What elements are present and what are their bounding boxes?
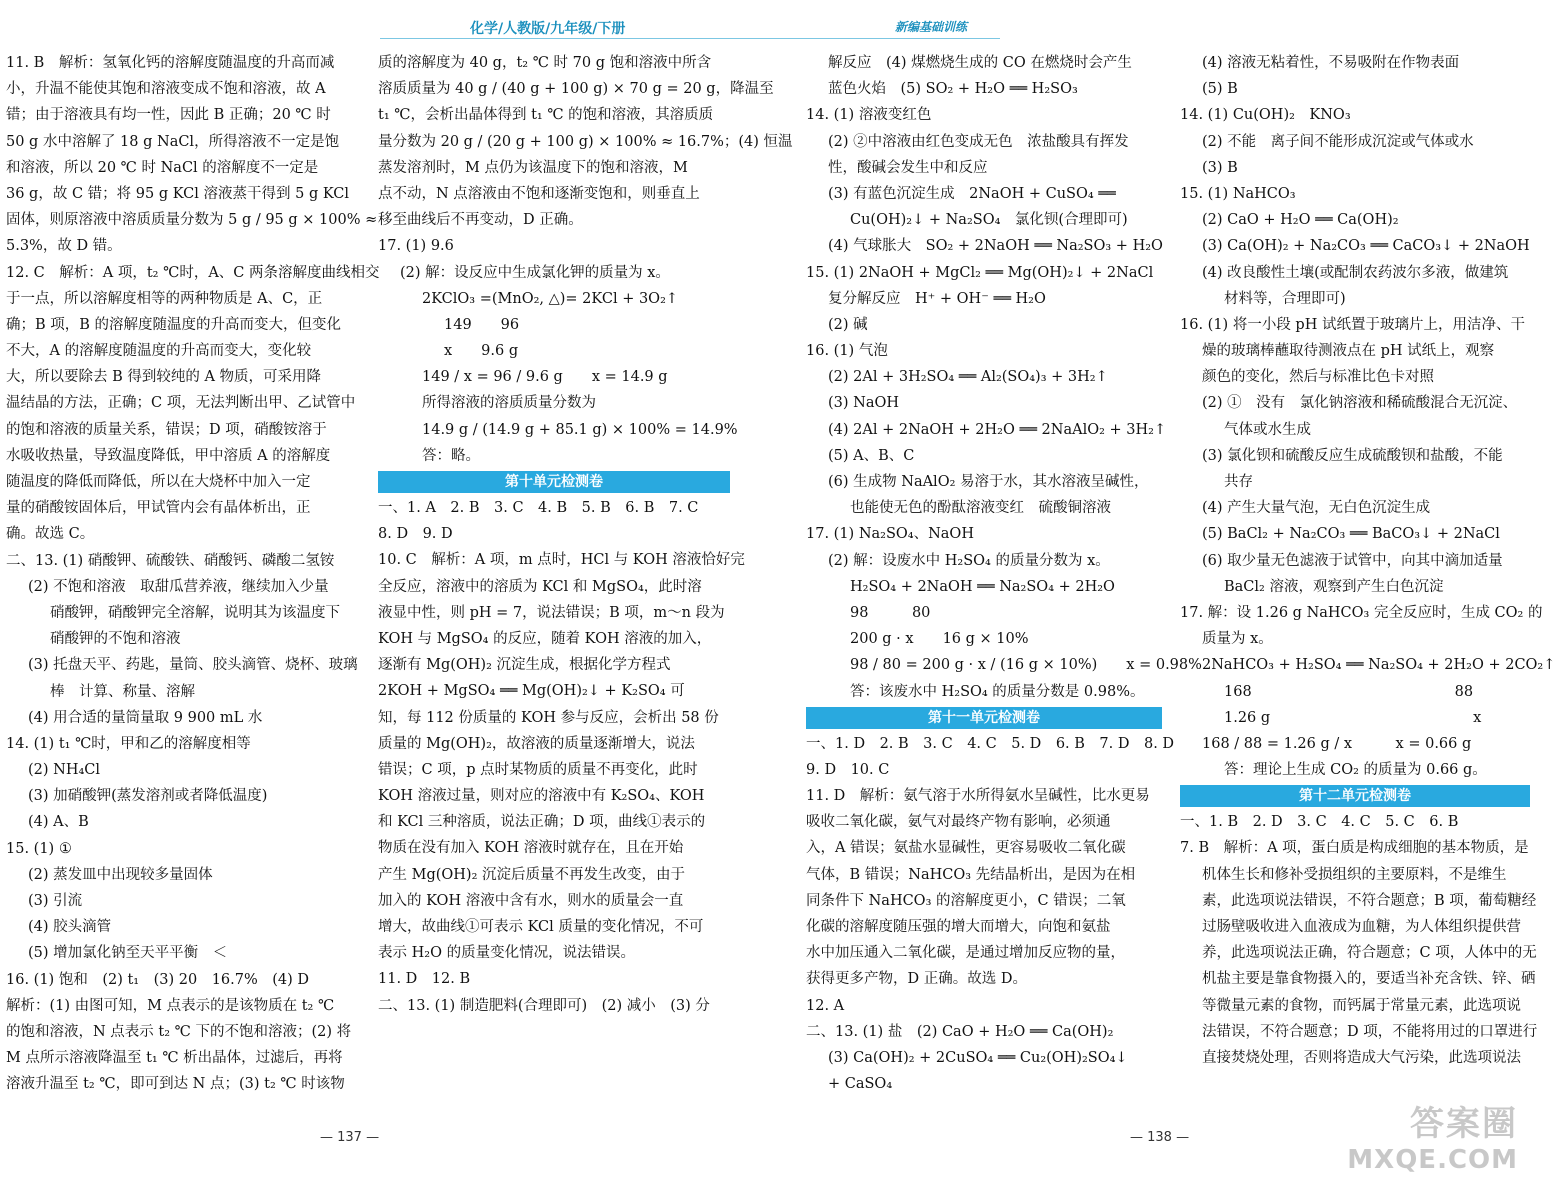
text-line: 2KClO₃ =(MnO₂, △)= 2KCl + 3O₂↑ [422,290,679,307]
text-line: (2) ②中溶液由红色变成无色 浓盐酸具有挥发 [828,133,1129,150]
text-line: 性，酸碱会发生中和反应 [828,159,988,176]
text-line: 溶液升温至 t₂ ℃，即可到达 N 点；(3) t₂ ℃ 时该物 [6,1076,345,1093]
text-line: 11. D 解析：氨气溶于水所得氨水呈碱性，比水更易 [806,788,1150,805]
text-line: (2) ① 没有 氯化钠溶液和稀硫酸混合无沉淀、 [1202,395,1518,412]
text-line: 溶质质量为 40 g / (40 g + 100 g) × 70 g = 20 g，降温至 [378,81,774,98]
text-line: 等微量元素的食物，而钙属于常量元素，此选项说 [1202,997,1521,1014]
section-banner: 第十一单元检测卷 [806,707,1162,729]
text-line: (3) 引流 [28,893,83,909]
text-line: 燥的玻璃棒蘸取待测液点在 pH 试纸上，观察 [1202,343,1495,360]
text-line: 气体，B 错误；NaHCO₃ 先结晶析出，是因为在相 [806,866,1136,883]
text-line: 产生 Mg(OH)₂ 沉淀后质量不再发生改变，由于 [378,866,686,883]
text-line: 质量为 x。 [1202,631,1273,648]
text-line: 答：理论上生成 CO₂ 的质量为 0.66 g。 [1224,762,1487,779]
text-line: 材料等，合理即可) [1224,290,1346,307]
text-line: 15. (1) ① [6,840,72,857]
text-line: 14. (1) t₁ ℃时，甲和乙的溶解度相等 [6,735,251,752]
section-banner: 第十二单元检测卷 [1180,785,1530,807]
text-line: Cu(OH)₂↓ + Na₂SO₄ 氯化钡(合理即可) [850,212,1128,229]
text-line: 素，此选项说法错误，不符合题意；B 项，葡萄糖经 [1202,892,1537,909]
text-line: (5) BaCl₂ + Na₂CO₃ ══ BaCO₃↓ + 2NaCl [1202,526,1500,543]
text-line: 149 96 [444,316,520,333]
text-line: 11. B 解析：氢氧化钙的溶解度随温度的升高而减 [6,55,335,71]
text-line: 化碳的溶解度随压强的增大而增大，向饱和氨盐 [806,919,1111,935]
text-line: (3) Ca(OH)₂ + Na₂CO₃ ══ CaCO₃↓ + 2NaOH [1202,238,1530,255]
text-line: 知，每 112 份质量的 KOH 参与反应，会析出 58 份 [378,709,719,726]
text-line: (2) 解：设废水中 H₂SO₄ 的质量分数为 x。 [828,552,1110,569]
text-line: KOH 与 MgSO₄ 的反应，随着 KOH 溶液的加入， [378,630,712,647]
text-line: 的饱和溶液，N 点表示 t₂ ℃ 下的不饱和溶液；(2) 将 [6,1023,352,1040]
text-line: + CaSO₄ [828,1076,893,1093]
text-line: (4) 胶头滴管 [28,919,112,936]
text-line: 法错误，不符合题意；D 项，不能将用过的口罩进行 [1202,1023,1538,1040]
text-line: 15. (1) 2NaOH + MgCl₂ ══ Mg(OH)₂↓ + 2NaCl [806,264,1154,281]
text-line: 共存 [1224,474,1253,490]
text-line: (4) 2Al + 2NaOH + 2H₂O ══ 2NaAlO₂ + 3H₂↑ [828,421,1167,438]
text-line: (3) 加硝酸钾(蒸发溶剂或者降低温度) [28,788,268,805]
text-line: BaCl₂ 溶液，观察到产生白色沉淀 [1224,578,1444,595]
text-line: 养，此选项说法正确，符合题意；C 项，人体中的无 [1202,945,1537,962]
text-line: 错；由于溶液具有均一性，因此 B 正确；20 ℃ 时 [6,107,331,124]
text-line: (4) 溶液无粘着性，不易吸附在作物表面 [1202,55,1460,71]
text-line: 11. D 12. B [378,971,471,988]
text-line: 7. B 解析：A 项，蛋白质是构成细胞的基本物质，是 [1180,840,1529,857]
header-rule [380,38,1000,39]
text-line: 解析：(1) 由图可知，M 点表示的是该物质在 t₂ ℃ [6,997,335,1014]
text-line: 17. (1) Na₂SO₄、NaOH [806,526,974,543]
text-line: 5.3%，故 D 错。 [6,238,122,255]
section-banner: 第十单元检测卷 [378,471,730,493]
text-line: 气体或水生成 [1224,421,1311,438]
text-line: 2KOH + MgSO₄ ══ Mg(OH)₂↓ + K₂SO₄ 可 [378,683,685,700]
watermark-logo [1347,1096,1518,1175]
text-line: 8. D 9. D [378,526,453,543]
text-line: (3) 托盘天平、药匙，量筒、胶头滴管、烧杯、玻璃 [28,657,358,674]
text-line: (4) 改良酸性土壤(或配制农药波尔多液，做建筑 [1202,264,1509,281]
text-line: (3) NaOH [828,395,900,412]
text-line: 直接焚烧处理，否则将造成大气污染，此选项说法 [1202,1049,1521,1066]
text-line: 移至曲线后不再变动，D 正确。 [378,212,583,229]
text-line: (5) B [1202,81,1238,98]
text-line: 水吸收热量，导致温度降低，甲中溶质 A 的溶解度 [6,447,331,464]
text-line: 200 g · x 16 g × 10% [850,631,1029,648]
text-line: (2) 蒸发皿中出现较多量固体 [28,866,213,883]
text-line: 9. D 10. C [806,761,890,778]
text-line: 解反应 (4) 煤燃烧生成的 CO 在燃烧时会产生 [828,55,1132,71]
text-line: 14. (1) Cu(OH)₂ KNO₃ [1180,107,1351,124]
page-header-right: 新编基础训练 [895,20,968,34]
text-line: 质量的 Mg(OH)₂，故溶液的质量逐渐增大，说法 [378,735,695,752]
text-line: (3) 有蓝色沉淀生成 2NaOH + CuSO₄ ══ [828,185,1116,202]
text-line: 149 / x = 96 / 9.6 g x = 14.9 g [422,369,668,386]
page-header-left: 化学/人教版/九年级/下册 [470,21,626,37]
text-line: 全反应，溶液中的溶质为 KCl 和 MgSO₄，此时溶 [378,578,702,595]
text-line: 大，所以要除去 B 得到较纯的 A 物质，可采用降 [6,369,322,386]
text-line: KOH 溶液过量，则对应的溶液中有 K₂SO₄、KOH [378,788,705,805]
text-line: (4) 产生大量气泡，无白色沉淀生成 [1202,500,1431,517]
text-line: 10. C 解析：A 项，m 点时，HCl 与 KOH 溶液恰好完 [378,552,745,569]
text-line: 错误；C 项，p 点时某物质的质量不再变化，此时 [378,761,698,778]
text-line: 蓝色火焰 (5) SO₂ + H₂O ══ H₂SO₃ [828,81,1078,98]
text-line: 硝酸钾，硝酸钾完全溶解，说明其为该温度下 [50,604,340,621]
text-line: 17. 解：设 1.26 g NaHCO₃ 完全反应时，生成 CO₂ 的 [1180,604,1543,621]
text-line: 一、1. B 2. D 3. C 4. C 5. C 6. B [1180,814,1459,831]
text-line: 确。故选 C。 [6,526,95,543]
text-line: 温结晶的方法，正确；C 项，无法判断出甲、乙试管中 [6,395,356,412]
text-line: 复分解反应 H⁺ + OH⁻ ══ H₂O [828,290,1046,307]
text-line: 入，A 错误；氨盐水显碱性，更容易吸收二氧化碳 [806,840,1126,857]
text-line: (4) 用合适的量筒量取 9 900 mL 水 [28,709,263,726]
text-line: 和 KCl 三种溶质，说法正确；D 项，曲线①表示的 [378,814,706,831]
text-line: 所得溶液的溶质质量分数为 [422,395,596,412]
text-line: 机盐主要是靠食物摄入的，要适当补充含铁、锌、硒 [1202,971,1536,988]
column-4 [1180,50,1555,1071]
text-line: 也能使无色的酚酞溶液变红 硫酸铜溶液 [850,500,1111,517]
text-line: (5) A、B、C [828,447,915,464]
text-line: 质的溶解度为 40 g，t₂ ℃ 时 70 g 饱和溶液中所含 [378,55,712,71]
text-line: 量的硝酸铵固体后，甲试管内会有晶体析出，正 [6,500,311,517]
text-line: 逐渐有 Mg(OH)₂ 沉淀生成，根据化学方程式 [378,657,671,674]
text-line: 点不动，N 点溶液由不饱和逐渐变饱和，则垂直上 [378,185,700,202]
text-line: (3) B [1202,159,1238,176]
text-line: (4) 气球胀大 SO₂ + 2NaOH ══ Na₂SO₃ + H₂O [828,238,1163,255]
text-line: M 点所示溶液降温至 t₁ ℃ 析出晶体，过滤后，再将 [6,1050,343,1067]
text-line: 硝酸钾的不饱和溶液 [50,631,181,648]
text-line: 16. (1) 气泡 [806,343,888,360]
text-line: 14.9 g / (14.9 g + 85.1 g) × 100% = 14.9% [422,421,738,438]
text-line: 二、13. (1) 制造肥料(合理即可) (2) 减小 (3) 分 [378,997,710,1014]
text-line: 不大，A 的溶解度随温度的升高而变大，变化较 [6,343,312,360]
text-line: 加入的 KOH 溶液中含有水，则水的质量会一直 [378,892,684,909]
text-line: 表示 H₂O 的质量变化情况，说法错误。 [378,945,636,962]
text-line: 和溶液，所以 20 ℃ 时 NaCl 的溶解度不一定是 [6,159,319,176]
text-line: (4) A、B [28,814,89,831]
text-line: (2) 2Al + 3H₂SO₄ ══ Al₂(SO₄)₃ + 3H₂↑ [828,369,1108,386]
text-line: 15. (1) NaHCO₃ [1180,185,1296,202]
text-line: 答：略。 [422,447,480,464]
page-number-right: — 138 — [1130,1130,1190,1145]
text-line: (2) CaO + H₂O ══ Ca(OH)₂ [1202,212,1399,229]
text-line: (2) 碱 [828,316,868,333]
text-line: (6) 取少量无色滤液于试管中，向其中滴加适量 [1202,552,1503,569]
text-line: 吸收二氧化碳，氨气对最终产物有影响，必须通 [806,814,1111,831]
text-line: x 9.6 g [444,343,519,360]
text-line: 棒 计算、称量、溶解 [50,683,195,700]
text-line: 14. (1) 溶液变红色 [806,107,932,124]
text-line: (3) 氯化钡和硫酸反应生成硫酸钡和盐酸，不能 [1202,447,1503,464]
text-line: 水中加压通入二氧化碳，是通过增加反应物的量， [806,945,1125,962]
column-1 [6,50,380,1098]
text-line: 1.26 g x [1224,709,1482,726]
text-line: 颜色的变化，然后与标准比色卡对照 [1202,369,1434,386]
text-line: 17. (1) 9.6 [378,238,454,255]
text-line: 一、1. A 2. B 3. C 4. B 5. B 6. B 7. C [378,500,699,516]
text-line: (2) NH₄Cl [28,762,101,779]
text-line: 98 80 [850,604,931,621]
text-line: H₂SO₄ + 2NaOH ══ Na₂SO₄ + 2H₂O [850,578,1115,595]
text-line: 过肠壁吸收进入血液成为血糖，为人体组织提供营 [1202,919,1521,935]
text-line: 16. (1) 饱和 (2) t₁ (3) 20 16.7% (4) D [6,971,310,988]
text-line: 获得更多产物，D 正确。故选 D。 [806,971,1027,988]
text-line: 36 g，故 C 错；将 95 g KCl 溶液蒸干得到 5 g KCl [6,185,350,202]
text-line: 16. (1) 将一小段 pH 试纸置于玻璃片上，用洁净、干 [1180,316,1525,333]
page-number-left: — 137 — [320,1130,380,1145]
column-2 [378,50,793,1019]
text-line: 确；B 项，B 的溶解度随温度的升高而变大，但变化 [6,316,342,333]
text-line: (2) 不饱和溶液 取甜瓜营养液，继续加入少量 [28,578,329,595]
column-3 [806,50,1202,1097]
text-line: 液显中性，则 pH = 7，说法错误；B 项，m～n 段为 [378,604,725,621]
text-line: 答：该废水中 H₂SO₄ 的质量分数是 0.98%。 [850,683,1145,700]
text-line: 2NaHCO₃ + H₂SO₄ ══ Na₂SO₄ + 2H₂O + 2CO₂↑ [1202,657,1555,674]
text-line: 168 88 [1224,683,1474,700]
text-line: 的饱和溶液的质量关系，错误；D 项，硝酸铵溶于 [6,421,327,438]
text-line: 量分数为 20 g / (20 g + 100 g) × 100% ≈ 16.7%；(4) 恒温 [378,133,793,150]
watermark-line-2: MXQE.COM [1347,1145,1518,1175]
text-line: 二、13. (1) 硝酸钾、硫酸铁、硝酸钙、磷酸二氢铵 [6,552,335,569]
watermark-line-1: 答案圈 [1410,1104,1518,1144]
text-line: (2) 解：设反应中生成氯化钾的质量为 x。 [400,264,670,281]
text-line: (5) 增加氯化钠至天平平衡 ＜ [28,945,228,962]
text-line: 于一点，所以溶解度相等的两种物质是 A、C，正 [6,290,323,307]
text-line: 二、13. (1) 盐 (2) CaO + H₂O ══ Ca(OH)₂ [806,1023,1114,1040]
text-line: 50 g 水中溶解了 18 g NaCl，所得溶液不一定是饱 [6,133,340,150]
text-line: 物质在没有加入 KOH 溶液时就存在，且在开始 [378,840,684,857]
text-line: 蒸发溶剂时，M 点仍为该温度下的饱和溶液，M [378,159,688,176]
text-line: 小，升温不能使其饱和溶液变成不饱和溶液，故 A [6,81,326,98]
text-line: t₁ ℃，会析出晶体得到 t₁ ℃ 的饱和溶液，其溶质质 [378,107,714,124]
text-line: 12. A [806,997,845,1014]
text-line: (6) 生成物 NaAlO₂ 易溶于水，其水溶液呈碱性， [828,474,1149,490]
text-line: 固体，则原溶液中溶质质量分数为 5 g / 95 g × 100% ≈ [6,212,378,229]
text-line: 随温度的降低而降低，所以在大烧杯中加入一定 [6,474,311,490]
text-line: 同条件下 NaHCO₃ 的溶解度更小，C 错误；二氧 [806,892,1126,909]
text-line: 12. C 解析：A 项，t₂ ℃时，A、C 两条溶解度曲线相交 [6,264,380,281]
text-line: (3) Ca(OH)₂ + 2CuSO₄ ══ Cu₂(OH)₂SO₄↓ [828,1049,1128,1066]
text-line: (2) 不能 离子间不能形成沉淀或气体或水 [1202,133,1474,150]
text-line: 一、1. D 2. B 3. C 4. C 5. D 6. B 7. D 8. D [806,735,1175,752]
text-line: 机体生长和修补受损组织的主要原料，不是维生 [1202,866,1507,883]
text-line: 增大，故曲线①可表示 KCl 质量的变化情况，不可 [378,919,704,935]
text-line: 98 / 80 = 200 g · x / (16 g × 10%) x = 0.98% [850,657,1202,674]
text-line: 168 / 88 = 1.26 g / x x = 0.66 g [1202,735,1472,752]
